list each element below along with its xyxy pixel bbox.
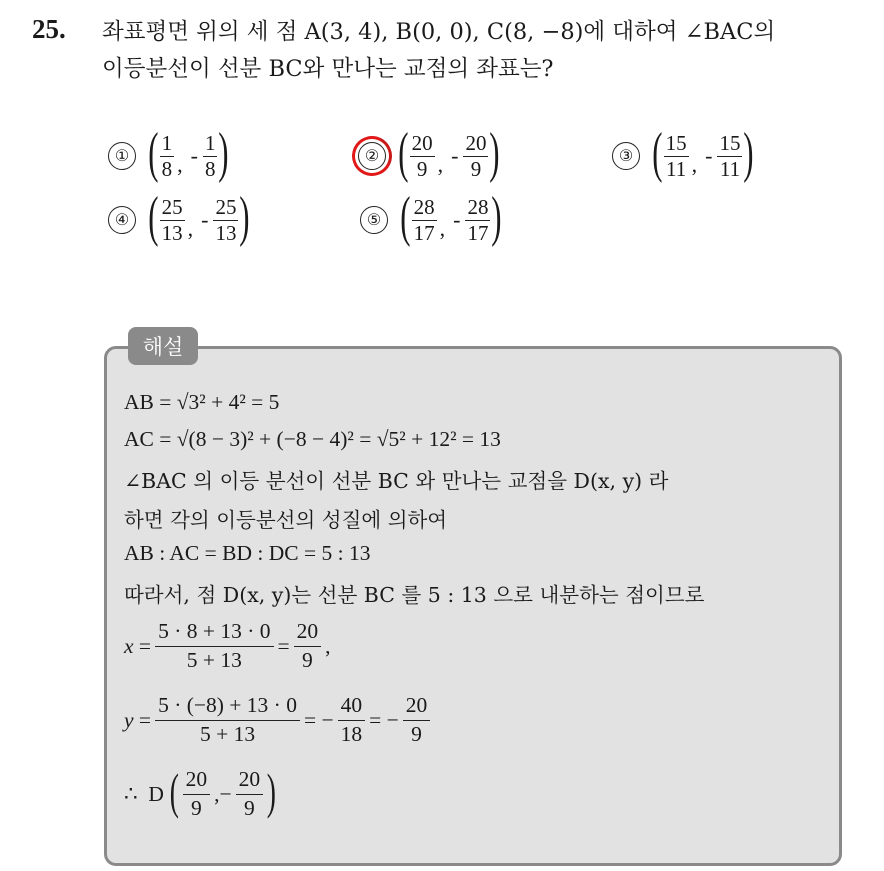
question-line-1: 좌표평면 위의 세 점 A(3, 4), B(0, 0), C(8, −8)에 대하여 ∠BAC의 [102,19,776,45]
fraction: $\frac{1}{8}$ [204,131,216,181]
solution-y-equation: y = 5 · (−8) + 13 · 0 5 + 13 = − 40 18 = − 20 9 [124,692,434,749]
solution-ab-line: AB = √3² + 4² = 5 [124,390,280,414]
solution-tag: 해설 [128,327,198,365]
fraction: $\frac{25}{13}$ [215,195,237,245]
fraction: $\frac{20}{9}$ [465,131,487,181]
choice-2[interactable]: ② ( $\frac{20}{9}$ , - $\frac{20}{9}$ ) [358,128,498,184]
choice-5[interactable]: ⑤ ( $\frac{28}{17}$ , - $\frac{28}{17}$ ) [360,192,500,248]
choice-number: ② [358,142,386,170]
fraction: $\frac{20}{9}$ [411,131,433,181]
choice-4[interactable]: ④ ( $\frac{25}{13}$ , - $\frac{25}{13}$ ) [108,192,248,248]
solution-text-3: 따라서, 점 D(x, y)는 선분 BC 를 5 : 13 으로 내분하는 점이므로 [124,583,705,607]
fraction: $\frac{15}{11}$ [719,131,741,181]
fraction: 20 9 [294,618,322,675]
fraction: $\frac{15}{11}$ [665,131,687,181]
fraction: $\frac{1}{8}$ [161,131,173,181]
question-text [102,14,872,88]
fraction: 20 9 [236,766,264,823]
solution-x-equation: x = 5 · 8 + 13 · 0 5 + 13 = 20 9 , [124,618,331,675]
choice-number: ③ [612,142,640,170]
question-number: 25. [32,14,66,44]
solution-conclusion: ∴ D ( 20 9 ,− 20 9 ) [124,766,280,823]
fraction: $\frac{25}{13}$ [161,195,183,245]
choice-number: ④ [108,206,136,234]
fraction: 5 · 8 + 13 · 0 5 + 13 [155,618,273,675]
choice-number: ① [108,142,136,170]
choice-number: ⑤ [360,206,388,234]
fraction: $\frac{28}{17}$ [413,195,435,245]
choice-1[interactable]: ① ( $\frac{1}{8}$ , - $\frac{1}{8}$ ) [108,128,227,184]
fraction: 40 18 [338,692,366,749]
fraction: $\frac{28}{17}$ [467,195,489,245]
fraction: 20 9 [403,692,431,749]
solution-text-1: ∠BAC 의 이등 분선이 선분 BC 와 만나는 교점을 D(x, y) 라 [124,469,669,493]
solution-ac-line: AC = √(8 − 3)² + (−8 − 4)² = √5² + 12² = 13 [124,427,501,451]
fraction: 20 9 [183,766,211,823]
solution-text-2: 하면 각의 이등분선의 성질에 의하여 [124,508,448,532]
solution-ratio-line: AB : AC = BD : DC = 5 : 13 [124,541,371,565]
fraction: 5 · (−8) + 13 · 0 5 + 13 [155,692,300,749]
choice-3[interactable]: ③ ( $\frac{15}{11}$ , - $\frac{15}{11}$ ) [612,128,752,184]
question-line-2: 이등분선이 선분 BC와 만나는 교점의 좌표는? [102,56,554,82]
